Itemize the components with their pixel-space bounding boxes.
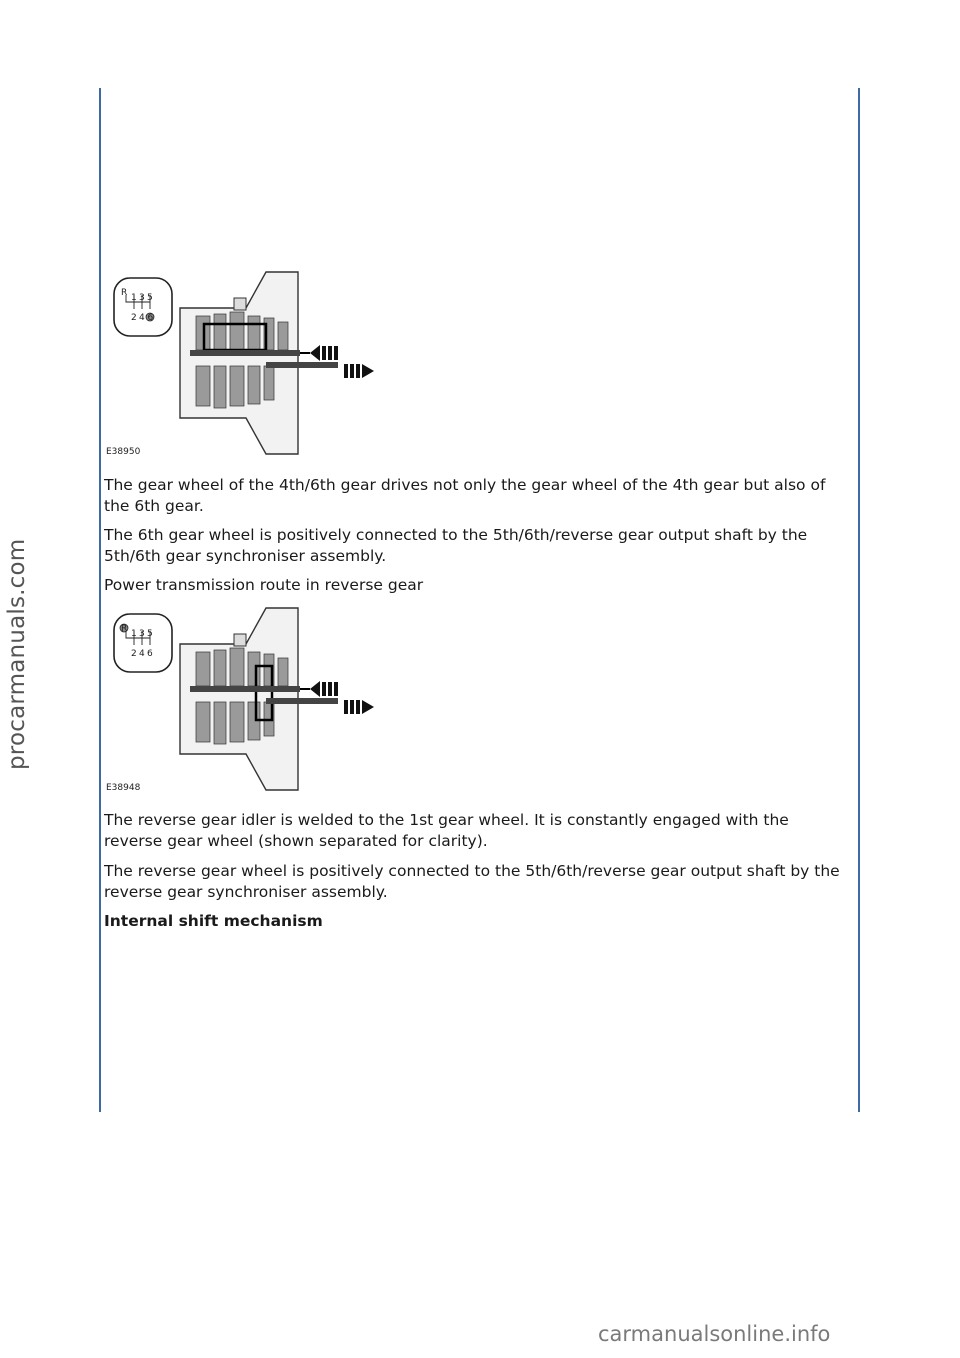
gear-label-2: 2 — [131, 313, 137, 323]
figure-code: E38948 — [106, 783, 141, 793]
gearbox-diagram-6th — [106, 268, 386, 458]
figure-code: E38950 — [106, 447, 141, 457]
figure-6th-gear-power-flow — [106, 268, 386, 458]
right-margin-rule — [858, 88, 860, 1112]
input-arrow-icon — [310, 345, 338, 361]
gear-label-3: 3 — [139, 629, 145, 639]
input-shaft — [190, 350, 300, 356]
side-watermark: procarmanuals.com — [4, 538, 30, 770]
gear-label-r: R — [121, 288, 128, 298]
paragraph-reverse-idler: The reverse gear idler is welded to the 1st gear wheel. It is constantly engaged with the reverse gear wheel (shown separated for clarity). — [104, 811, 789, 850]
gear-label-3: 3 — [139, 293, 145, 303]
shift-pattern-knob — [114, 278, 172, 336]
gear-label-6: 6 — [147, 313, 154, 323]
gear-label-4: 4 — [139, 313, 145, 323]
section-heading: Internal shift mechanism — [104, 912, 323, 930]
housing-flange — [234, 634, 246, 646]
gear-label-2: 2 — [131, 649, 137, 659]
paragraph-reverse-route-title: Power transmission route in reverse gear — [104, 576, 424, 594]
gear-label-1: 1 — [131, 293, 137, 303]
input-arrow-icon — [310, 681, 338, 697]
paragraph-reverse-synchroniser: The reverse gear wheel is positively connected to the 5th/6th/reverse gear output shaft by the reverse gear synchroniser assembly. — [104, 862, 840, 901]
left-margin-rule — [99, 88, 101, 1112]
footer-watermark: carmanualsonline.info — [598, 1322, 831, 1346]
output-arrow-icon — [344, 700, 374, 714]
gear-label-r: R — [121, 624, 128, 634]
gear-label-6: 6 — [147, 649, 153, 659]
housing-flange — [234, 298, 246, 310]
paragraph-4th-6th-gear: The gear wheel of the 4th/6th gear drives not only the gear wheel of the 4th gear but also of the 6th gear. — [104, 476, 826, 515]
input-shaft — [190, 686, 300, 692]
gear-label-5: 5 — [147, 293, 153, 303]
paragraph-6th-gear-synchroniser: The 6th gear wheel is positively connected to the 5th/6th/reverse gear output shaft by the 5th/6th gear synchroniser assembly. — [104, 526, 808, 565]
output-arrow-icon — [344, 364, 374, 378]
gearbox-diagram-reverse — [106, 604, 386, 794]
gear-label-4: 4 — [139, 649, 145, 659]
output-shaft — [266, 698, 338, 704]
gear-label-1: 1 — [131, 629, 137, 639]
gear-label-5: 5 — [147, 629, 153, 639]
output-shaft — [266, 362, 338, 368]
figure-reverse-gear-power-flow — [106, 604, 386, 794]
shift-pattern-knob — [114, 614, 172, 672]
